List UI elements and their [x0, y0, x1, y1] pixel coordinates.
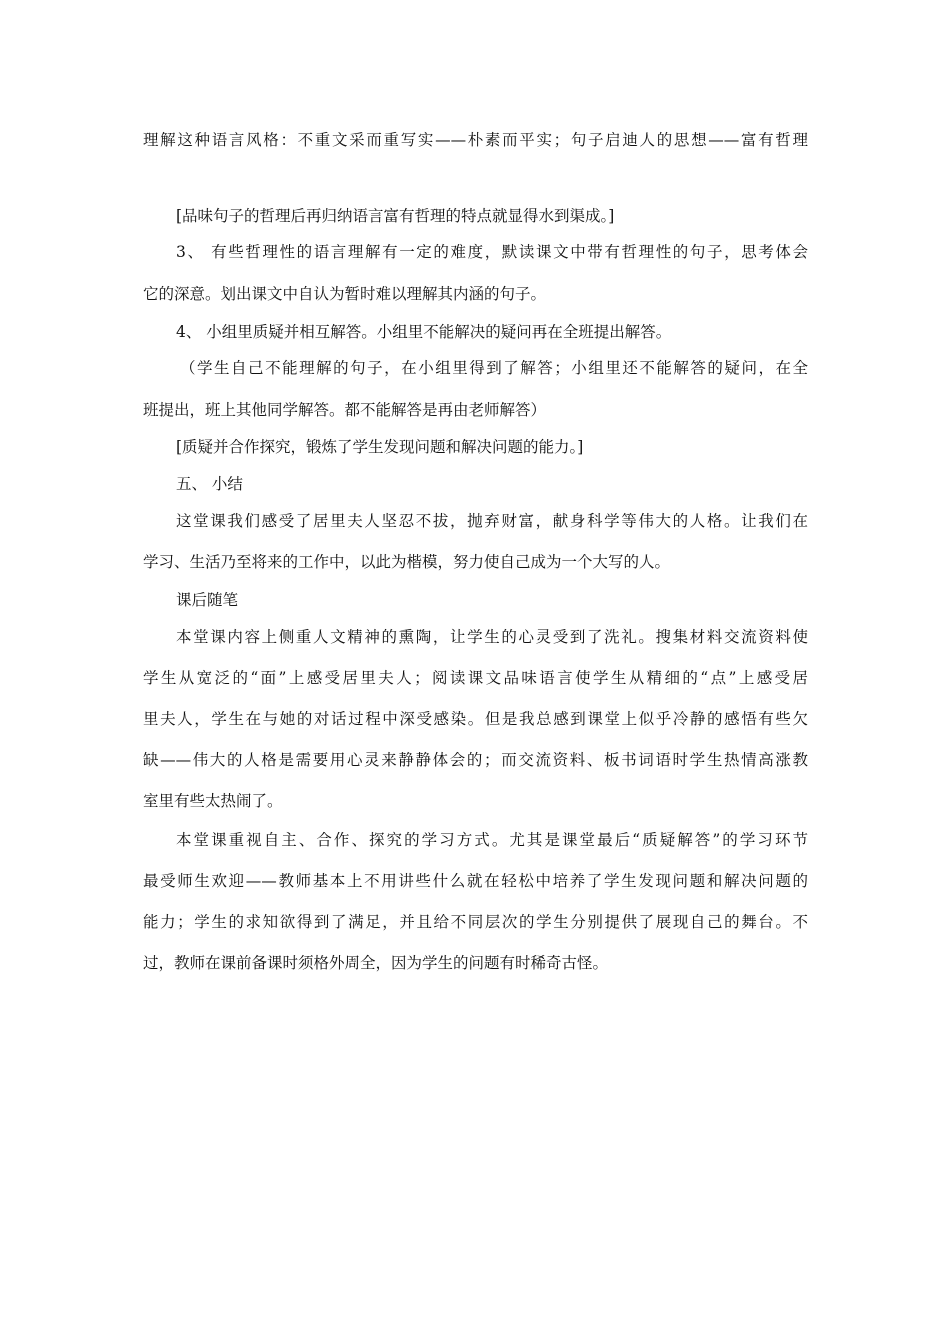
paragraph-line: 学生从宽泛的“面”上感受居里夫人；阅读课文品味语言使学生从精细的“点”上感受居 [143, 669, 808, 687]
section-heading: 五、 小结 [176, 475, 243, 493]
paragraph-line: 室里有些太热闹了。 [143, 792, 283, 810]
paragraph-line: 最受师生欢迎——教师基本上不用讲些什么就在轻松中培养了学生发现问题和解决问题的 [143, 872, 808, 890]
paragraph-line: 本堂课重视自主、合作、探究的学习方式。尤其是课堂最后“质疑解答”的学习环节 [176, 831, 808, 849]
paragraph-line: 学习、生活乃至将来的工作中，以此为楷模，努力使自己成为一个大写的人。 [143, 553, 671, 571]
section-heading: 课后随笔 [176, 591, 239, 609]
paragraph-line: 缺——伟大的人格是需要用心灵来静静体会的；而交流资料、板书词语时学生热情高涨教 [143, 751, 808, 769]
paragraph-line: （学生自己不能理解的句子，在小组里得到了解答；小组里还不能解答的疑问，在全 [180, 359, 808, 377]
paragraph-line: 理解这种语言风格：不重文采而重写实——朴素而平实；句子启迪人的思想——富有哲理 [143, 131, 808, 149]
paragraph-line: 本堂课内容上侧重人文精神的熏陶，让学生的心灵受到了洗礼。搜集材料交流资料使 [176, 628, 808, 646]
paragraph-line: 4、 小组里质疑并相互解答。小组里不能解决的疑问再在全班提出解答。 [176, 323, 672, 341]
paragraph-line: 里夫人，学生在与她的对话过程中深受感染。但是我总感到课堂上似乎冷静的感悟有些欠 [143, 710, 808, 728]
paragraph-line: [质疑并合作探究，锻炼了学生发现问题和解决问题的能力。] [176, 438, 584, 456]
paragraph-line: 过，教师在课前备课时须格外周全，因为学生的问题有时稀奇古怪。 [143, 954, 609, 972]
paragraph-line: 能力；学生的求知欲得到了满足，并且给不同层次的学生分别提供了展现自己的舞台。不 [143, 913, 808, 931]
paragraph-line: 它的深意。划出课文中自认为暂时难以理解其内涵的句子。 [143, 285, 547, 303]
paragraph-line: 这堂课我们感受了居里夫人坚忍不拔，抛弃财富，献身科学等伟大的人格。让我们在 [176, 512, 808, 530]
paragraph-line: 班提出，班上其他同学解答。都不能解答是再由老师解答） [143, 401, 547, 419]
paragraph-line: [品味句子的哲理后再归纳语言富有哲理的特点就显得水到渠成。] [176, 207, 615, 225]
paragraph-line: 3、 有些哲理性的语言理解有一定的难度，默读课文中带有哲理性的句子，思考体会 [176, 243, 808, 261]
